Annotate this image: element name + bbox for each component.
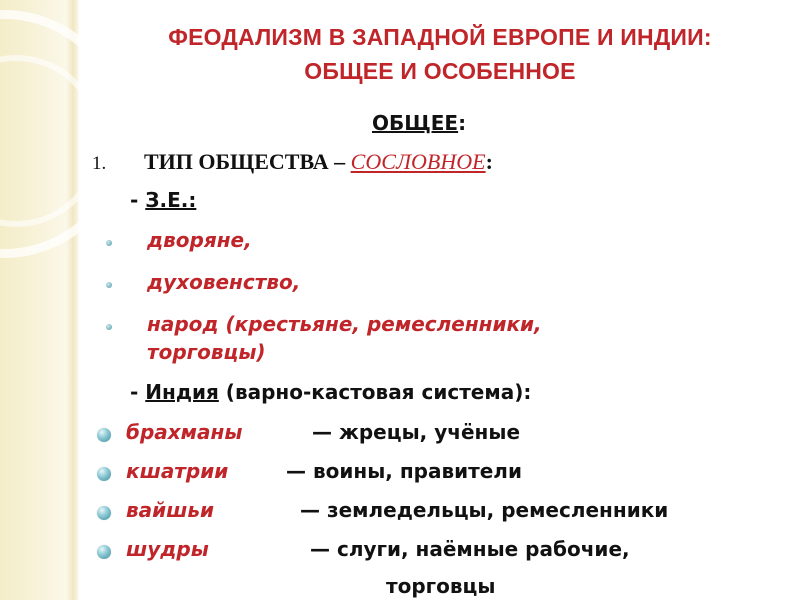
teal-dot-icon [106, 282, 112, 288]
teal-sphere-icon [97, 467, 111, 481]
estate-item: народ (крестьяне, ремесленники, [147, 312, 542, 336]
teal-sphere-icon [97, 545, 111, 559]
estate-item: духовенство, [147, 270, 301, 294]
varna-description: — слуги, наёмные рабочие, [310, 537, 630, 561]
slide-title-line-2: ОБЩЕЕ И ОСОБЕННОЕ [304, 58, 576, 84]
point-text: ТИП ОБЩЕСТВА – [144, 149, 351, 174]
western-europe-dash: - [130, 188, 146, 212]
teal-dot-icon [106, 240, 112, 246]
teal-sphere-icon [97, 428, 111, 442]
india-label: Индия [145, 380, 219, 404]
general-heading-colon: : [458, 111, 467, 135]
india-heading-rest: (варно-кастовая система): [218, 380, 532, 404]
point-number: 1. [92, 153, 107, 174]
general-heading-label: ОБЩЕЕ [372, 111, 459, 135]
india-heading [130, 380, 531, 404]
varna-name: вайшьи [126, 498, 215, 522]
teal-dot-icon [106, 324, 112, 330]
varna-description: — жрецы, учёные [312, 420, 521, 444]
numbered-point-1 [92, 149, 493, 175]
point-colon: : [485, 149, 493, 174]
western-europe-label: З.Е.: [145, 188, 197, 212]
varna-name: кшатрии [126, 459, 229, 483]
estate-item-continuation: торговцы) [147, 340, 266, 364]
varna-name: брахманы [126, 420, 243, 444]
teal-sphere-icon [97, 506, 111, 520]
india-dash: - [130, 380, 146, 404]
slide-title [100, 20, 780, 88]
varna-name: шудры [126, 537, 209, 561]
estate-item: дворяне, [147, 228, 252, 252]
varna-description: — воины, правители [286, 459, 522, 483]
point-highlight: СОСЛОВНОЕ [350, 149, 486, 174]
western-europe-heading [130, 188, 196, 212]
varna-description-continuation: торговцы [386, 574, 496, 598]
slide-title-line-1: ФЕОДАЛИЗМ В ЗАПАДНОЙ ЕВРОПЕ И ИНДИИ: [168, 24, 712, 50]
general-heading [372, 111, 466, 135]
varna-description: — земледельцы, ремесленники [300, 498, 669, 522]
